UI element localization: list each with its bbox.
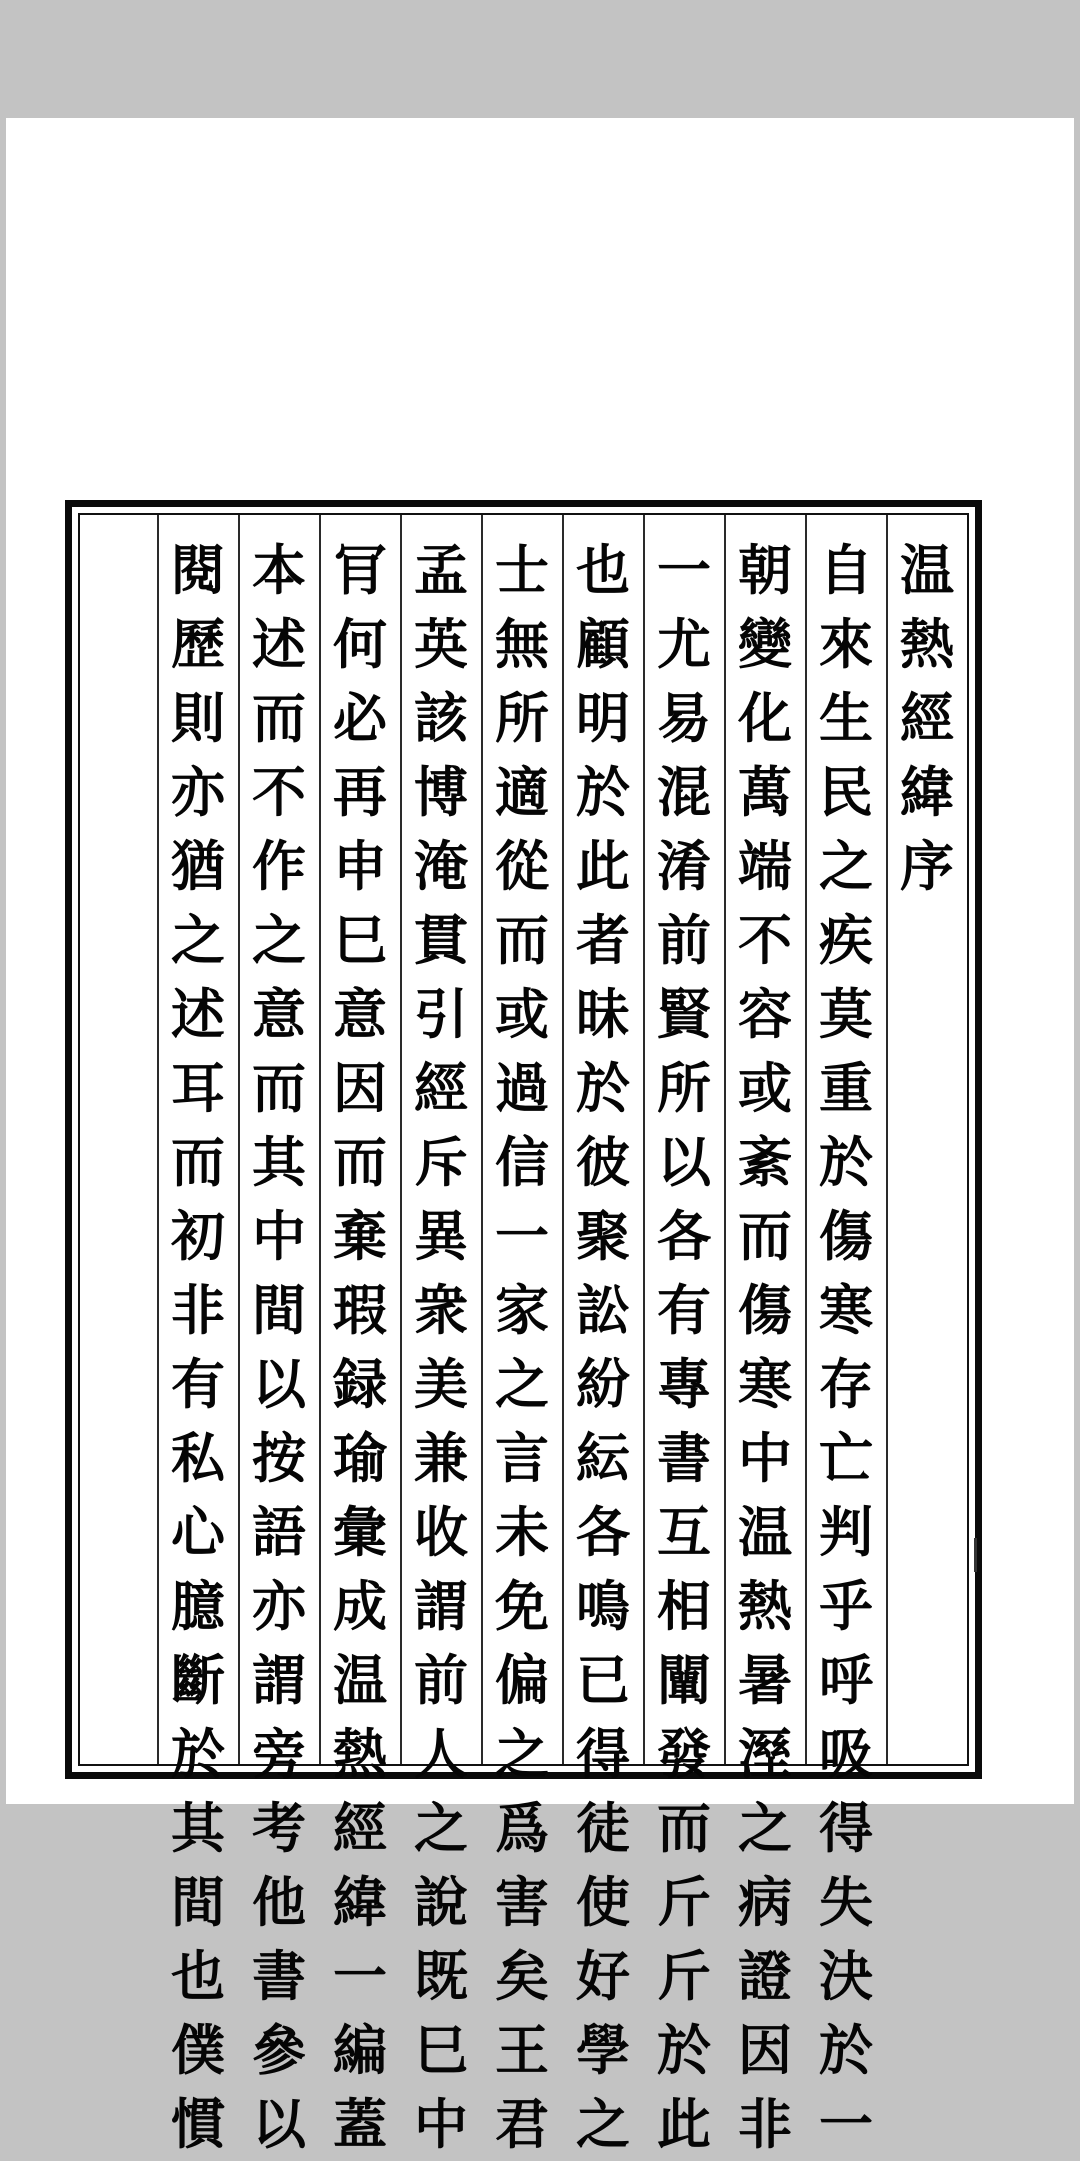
text-character: 慣	[171, 2092, 225, 2156]
text-character: 信	[495, 1130, 549, 1194]
text-character: 萬	[738, 760, 792, 824]
text-character: 不	[738, 908, 792, 972]
text-character: 録	[333, 1352, 387, 1416]
text-character: 於	[819, 1130, 873, 1194]
text-character: 言	[495, 1426, 549, 1490]
text-character: 再	[333, 760, 387, 824]
text-character: 暑	[738, 1648, 792, 1712]
text-character: 過	[495, 1056, 549, 1120]
text-character: 士	[495, 538, 549, 602]
text-character: 之	[495, 1722, 549, 1786]
text-character: 心	[171, 1500, 225, 1564]
text-character: 兼	[414, 1426, 468, 1490]
text-character: 初	[171, 1204, 225, 1268]
text-character: 意	[333, 982, 387, 1046]
text-character: 爲	[495, 1796, 549, 1860]
text-character: 必	[333, 686, 387, 750]
text-character: 之	[171, 908, 225, 972]
text-column	[320, 533, 400, 2161]
text-character: 亦	[171, 760, 225, 824]
text-character: 疾	[819, 908, 873, 972]
text-character: 僕	[171, 2018, 225, 2082]
text-character: 温	[333, 1648, 387, 1712]
text-character: 有	[171, 1352, 225, 1416]
text-character: 人	[414, 1722, 468, 1786]
text-character: 孟	[414, 538, 468, 602]
text-column	[239, 533, 319, 2161]
text-character: 有	[657, 1278, 711, 1342]
title-character: 經	[900, 686, 954, 750]
text-character: 互	[657, 1500, 711, 1564]
text-character: 非	[738, 2092, 792, 2156]
text-character: 作	[252, 834, 306, 898]
text-character: 其	[171, 1796, 225, 1860]
text-character: 或	[495, 982, 549, 1046]
text-character: 亦	[252, 1574, 306, 1638]
text-character: 美	[414, 1352, 468, 1416]
text-character: 意	[252, 982, 306, 1046]
text-character: 而	[171, 1130, 225, 1194]
text-character: 之	[576, 2092, 630, 2156]
text-character: 參	[252, 2018, 306, 2082]
text-character: 巳	[333, 908, 387, 972]
text-character: 謂	[252, 1648, 306, 1712]
text-character: 莫	[819, 982, 873, 1046]
text-character: 鳴	[576, 1574, 630, 1638]
text-character: 貫	[414, 908, 468, 972]
text-character: 按	[252, 1426, 306, 1490]
text-character: 熱	[333, 1722, 387, 1786]
text-character: 而	[657, 1796, 711, 1860]
text-column	[644, 533, 724, 2161]
text-character: 引	[414, 982, 468, 1046]
text-character: 君	[495, 2092, 549, 2156]
text-character: 之	[738, 1796, 792, 1860]
text-character: 彼	[576, 1130, 630, 1194]
text-character: 專	[657, 1352, 711, 1416]
text-character: 傷	[738, 1278, 792, 1342]
text-character: 一	[657, 538, 711, 602]
text-column	[806, 533, 886, 2161]
text-character: 收	[414, 1500, 468, 1564]
text-character: 臆	[171, 1574, 225, 1638]
text-character: 巳	[414, 2018, 468, 2082]
text-character: 閱	[171, 538, 225, 602]
text-character: 得	[819, 1796, 873, 1860]
text-character: 朝	[738, 538, 792, 602]
text-character: 紜	[576, 1426, 630, 1490]
text-character: 從	[495, 834, 549, 898]
text-character: 顧	[576, 612, 630, 676]
text-character: 猶	[171, 834, 225, 898]
text-character: 因	[738, 2018, 792, 2082]
text-character: 既	[414, 1944, 468, 2008]
text-character: 寒	[819, 1278, 873, 1342]
text-character: 述	[252, 612, 306, 676]
text-character: 賢	[657, 982, 711, 1046]
text-character: 蓋	[333, 2092, 387, 2156]
text-character: 他	[252, 1870, 306, 1934]
text-character: 温	[738, 1500, 792, 1564]
text-character: 瑕	[333, 1278, 387, 1342]
title-column	[887, 533, 967, 903]
text-character: 未	[495, 1500, 549, 1564]
text-character: 闡	[657, 1648, 711, 1712]
text-character: 申	[333, 834, 387, 898]
text-character: 斥	[414, 1130, 468, 1194]
text-column	[725, 533, 805, 2161]
text-character: 判	[819, 1500, 873, 1564]
text-character: 於	[576, 1056, 630, 1120]
text-column	[158, 533, 238, 2161]
text-character: 混	[657, 760, 711, 824]
text-character: 斤	[657, 1944, 711, 2008]
text-character: 經	[414, 1056, 468, 1120]
text-character: 易	[657, 686, 711, 750]
text-character: 證	[738, 1944, 792, 2008]
text-character: 呼	[819, 1648, 873, 1712]
text-character: 而	[252, 1056, 306, 1120]
text-character: 存	[819, 1352, 873, 1416]
text-character: 徒	[576, 1796, 630, 1860]
text-character: 中	[252, 1204, 306, 1268]
title-character: 序	[900, 834, 954, 898]
text-character: 以	[252, 1352, 306, 1416]
text-column	[563, 533, 643, 2161]
text-character: 而	[333, 1130, 387, 1194]
title-character: 緯	[900, 760, 954, 824]
text-character: 相	[657, 1574, 711, 1638]
text-character: 博	[414, 760, 468, 824]
text-character: 異	[414, 1204, 468, 1268]
text-character: 彙	[333, 1500, 387, 1564]
text-character: 中	[738, 1426, 792, 1490]
text-character: 此	[576, 834, 630, 898]
text-character: 成	[333, 1574, 387, 1638]
text-character: 或	[738, 1056, 792, 1120]
text-character: 化	[738, 686, 792, 750]
text-character: 一	[495, 1204, 549, 1268]
text-character: 因	[333, 1056, 387, 1120]
text-character: 乎	[819, 1574, 873, 1638]
text-character: 民	[819, 760, 873, 824]
text-character: 該	[414, 686, 468, 750]
text-character: 無	[495, 612, 549, 676]
text-column	[482, 533, 562, 2161]
text-character: 中	[414, 2092, 468, 2156]
text-character: 一	[333, 1944, 387, 2008]
text-character: 於	[657, 2018, 711, 2082]
text-character: 各	[576, 1500, 630, 1564]
text-character: 一	[819, 2092, 873, 2156]
text-character: 說	[414, 1870, 468, 1934]
text-character: 家	[495, 1278, 549, 1342]
text-character: 於	[576, 760, 630, 824]
text-character: 容	[738, 982, 792, 1046]
title-character: 熱	[900, 612, 954, 676]
text-character: 訟	[576, 1278, 630, 1342]
text-character: 緯	[333, 1870, 387, 1934]
text-character: 編	[333, 2018, 387, 2082]
text-character: 而	[738, 1204, 792, 1268]
text-character: 經	[333, 1796, 387, 1860]
text-character: 此	[657, 2092, 711, 2156]
text-character: 亡	[819, 1426, 873, 1490]
text-character: 間	[252, 1278, 306, 1342]
text-character: 考	[252, 1796, 306, 1860]
text-character: 免	[495, 1574, 549, 1638]
text-frame	[65, 500, 982, 2156]
text-character: 聚	[576, 1204, 630, 1268]
text-character: 謂	[414, 1574, 468, 1638]
text-character: 得	[576, 1722, 630, 1786]
text-character: 私	[171, 1426, 225, 1490]
text-character: 而	[252, 686, 306, 750]
text-character: 決	[819, 1944, 873, 2008]
title-character: 温	[900, 538, 954, 602]
text-character: 吸	[819, 1722, 873, 1786]
text-character: 肎	[333, 538, 387, 602]
text-character: 以	[252, 2092, 306, 2156]
text-character: 則	[171, 686, 225, 750]
text-character: 傷	[819, 1204, 873, 1268]
text-character: 學	[576, 2018, 630, 2082]
text-character: 也	[576, 538, 630, 602]
text-character: 王	[495, 2018, 549, 2082]
text-character: 衆	[414, 1278, 468, 1342]
text-character: 淹	[414, 834, 468, 898]
text-character: 淆	[657, 834, 711, 898]
text-character: 不	[252, 760, 306, 824]
text-character: 端	[738, 834, 792, 898]
text-character: 使	[576, 1870, 630, 1934]
text-character: 之	[414, 1796, 468, 1860]
text-character: 也	[171, 1944, 225, 2008]
text-column	[401, 533, 481, 2161]
text-character: 本	[252, 538, 306, 602]
text-character: 耳	[171, 1056, 225, 1120]
text-character: 溼	[738, 1722, 792, 1786]
text-character: 重	[819, 1056, 873, 1120]
text-character: 紊	[738, 1130, 792, 1194]
text-character: 於	[171, 1722, 225, 1786]
text-character: 好	[576, 1944, 630, 2008]
text-character: 各	[657, 1204, 711, 1268]
text-character: 前	[414, 1648, 468, 1712]
text-character: 旁	[252, 1722, 306, 1786]
text-character: 之	[819, 834, 873, 898]
text-character: 於	[819, 2018, 873, 2082]
text-character: 來	[819, 612, 873, 676]
text-character: 生	[819, 686, 873, 750]
text-character: 述	[171, 982, 225, 1046]
text-character: 已	[576, 1648, 630, 1712]
text-character: 英	[414, 612, 468, 676]
text-character: 所	[657, 1056, 711, 1120]
text-character: 而	[495, 908, 549, 972]
text-character: 熱	[738, 1574, 792, 1638]
text-area	[78, 513, 969, 2156]
text-character: 偏	[495, 1648, 549, 1712]
text-character: 之	[252, 908, 306, 972]
text-character: 間	[171, 1870, 225, 1934]
text-character: 失	[819, 1870, 873, 1934]
page-sheet	[6, 118, 1074, 2156]
text-character: 歷	[171, 612, 225, 676]
text-character: 明	[576, 686, 630, 750]
text-character: 自	[819, 538, 873, 602]
text-character: 其	[252, 1130, 306, 1194]
text-character: 發	[657, 1722, 711, 1786]
text-character: 斷	[171, 1648, 225, 1712]
text-character: 昧	[576, 982, 630, 1046]
text-character: 害	[495, 1870, 549, 1934]
text-character: 斤	[657, 1870, 711, 1934]
text-character: 以	[657, 1130, 711, 1194]
text-character: 前	[657, 908, 711, 972]
text-character: 書	[252, 1944, 306, 2008]
margin-mark	[974, 1538, 977, 1572]
text-character: 何	[333, 612, 387, 676]
text-character: 棄	[333, 1204, 387, 1268]
text-character: 非	[171, 1278, 225, 1342]
text-character: 瑜	[333, 1426, 387, 1490]
text-character: 病	[738, 1870, 792, 1934]
text-character: 所	[495, 686, 549, 750]
text-character: 語	[252, 1500, 306, 1564]
text-character: 書	[657, 1426, 711, 1490]
text-character: 之	[495, 1352, 549, 1416]
text-character: 寒	[738, 1352, 792, 1416]
text-character: 尤	[657, 612, 711, 676]
text-character: 矣	[495, 1944, 549, 2008]
text-character: 者	[576, 908, 630, 972]
text-character: 變	[738, 612, 792, 676]
text-character: 適	[495, 760, 549, 824]
text-character: 紛	[576, 1352, 630, 1416]
